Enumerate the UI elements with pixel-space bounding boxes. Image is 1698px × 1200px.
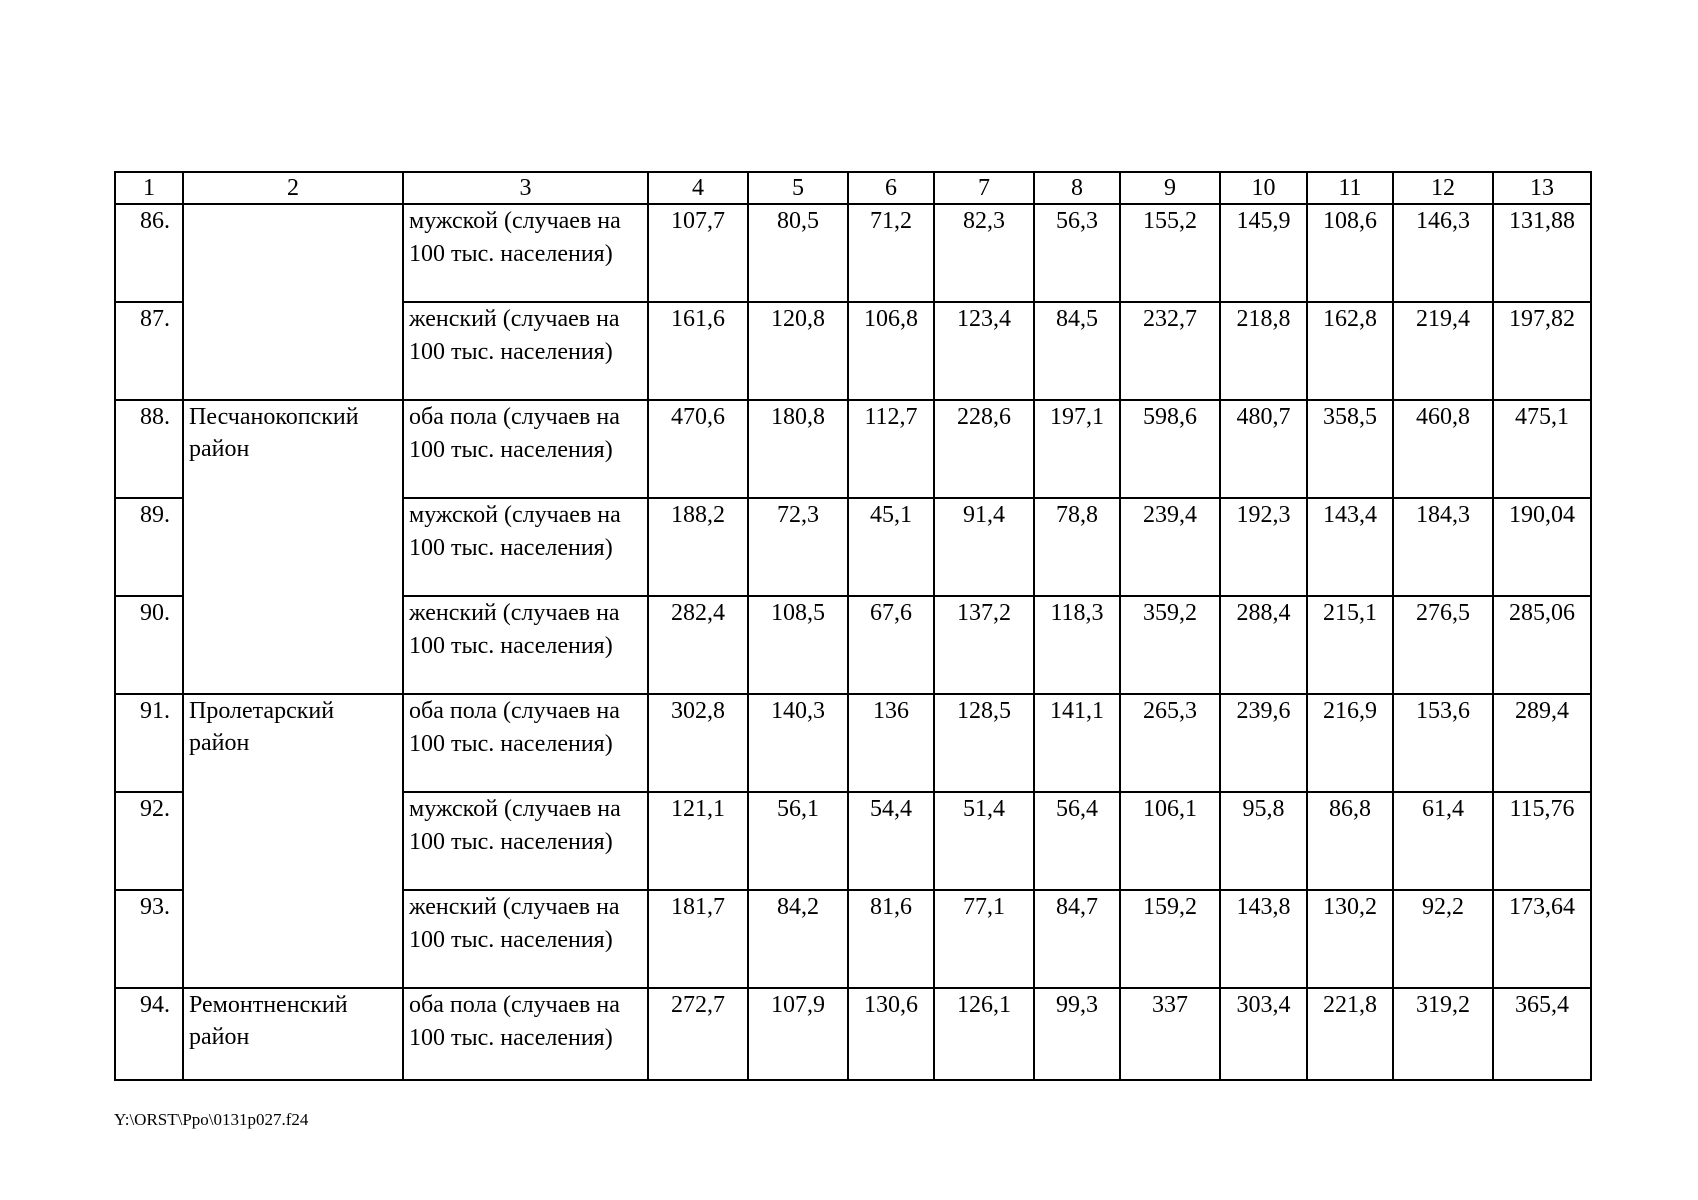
column-header: 4 — [648, 172, 748, 204]
file-path-footer: Y:\ORST\Ppo\0131p027.f24 — [114, 1110, 309, 1129]
table-row — [115, 400, 1591, 498]
value-cell: 460,8 — [1393, 400, 1493, 498]
value-cell: 289,4 — [1493, 694, 1591, 792]
value-cell: 276,5 — [1393, 596, 1493, 694]
column-header: 9 — [1120, 172, 1220, 204]
district-cell: Пролетарский район — [183, 694, 403, 988]
column-header: 7 — [934, 172, 1034, 204]
district-cell: Песчанокопский район — [183, 400, 403, 694]
value-cell: 45,1 — [848, 498, 934, 596]
value-cell: 107,7 — [648, 204, 748, 302]
row-number: 92. — [115, 792, 183, 890]
value-cell: 56,3 — [1034, 204, 1120, 302]
value-cell: 145,9 — [1220, 204, 1307, 302]
value-cell: 112,7 — [848, 400, 934, 498]
table-row — [115, 694, 1591, 792]
value-cell: 319,2 — [1393, 988, 1493, 1080]
value-cell: 239,6 — [1220, 694, 1307, 792]
row-number: 88. — [115, 400, 183, 498]
value-cell: 197,1 — [1034, 400, 1120, 498]
value-cell: 155,2 — [1120, 204, 1220, 302]
indicator-cell: оба пола (случаев на 100 тыс. населения) — [403, 988, 648, 1080]
value-cell: 272,7 — [648, 988, 748, 1080]
value-cell: 128,5 — [934, 694, 1034, 792]
value-cell: 358,5 — [1307, 400, 1393, 498]
value-cell: 130,2 — [1307, 890, 1393, 988]
value-cell: 71,2 — [848, 204, 934, 302]
value-cell: 173,64 — [1493, 890, 1591, 988]
value-cell: 141,1 — [1034, 694, 1120, 792]
value-cell: 84,5 — [1034, 302, 1120, 400]
column-header: 8 — [1034, 172, 1120, 204]
row-number: 90. — [115, 596, 183, 694]
value-cell: 219,4 — [1393, 302, 1493, 400]
value-cell: 91,4 — [934, 498, 1034, 596]
value-cell: 108,6 — [1307, 204, 1393, 302]
value-cell: 365,4 — [1493, 988, 1591, 1080]
indicator-cell: женский (случаев на 100 тыс. населения) — [403, 302, 648, 400]
value-cell: 598,6 — [1120, 400, 1220, 498]
value-cell: 197,82 — [1493, 302, 1591, 400]
column-header: 13 — [1493, 172, 1591, 204]
value-cell: 218,8 — [1220, 302, 1307, 400]
value-cell: 123,4 — [934, 302, 1034, 400]
row-number: 93. — [115, 890, 183, 988]
column-header: 2 — [183, 172, 403, 204]
value-cell: 78,8 — [1034, 498, 1120, 596]
value-cell: 120,8 — [748, 302, 848, 400]
value-cell: 51,4 — [934, 792, 1034, 890]
value-cell: 282,4 — [648, 596, 748, 694]
value-cell: 470,6 — [648, 400, 748, 498]
value-cell: 285,06 — [1493, 596, 1591, 694]
value-cell: 107,9 — [748, 988, 848, 1080]
column-header: 5 — [748, 172, 848, 204]
value-cell: 54,4 — [848, 792, 934, 890]
district-cell: Ремонтненский район — [183, 988, 403, 1080]
value-cell: 86,8 — [1307, 792, 1393, 890]
value-cell: 192,3 — [1220, 498, 1307, 596]
indicator-cell: мужской (случаев на 100 тыс. населения) — [403, 204, 648, 302]
column-header: 6 — [848, 172, 934, 204]
value-cell: 84,2 — [748, 890, 848, 988]
value-cell: 302,8 — [648, 694, 748, 792]
value-cell: 215,1 — [1307, 596, 1393, 694]
value-cell: 288,4 — [1220, 596, 1307, 694]
value-cell: 56,1 — [748, 792, 848, 890]
value-cell: 161,6 — [648, 302, 748, 400]
value-cell: 184,3 — [1393, 498, 1493, 596]
value-cell: 95,8 — [1220, 792, 1307, 890]
value-cell: 106,1 — [1120, 792, 1220, 890]
value-cell: 92,2 — [1393, 890, 1493, 988]
value-cell: 108,5 — [748, 596, 848, 694]
value-cell: 337 — [1120, 988, 1220, 1080]
value-cell: 81,6 — [848, 890, 934, 988]
value-cell: 121,1 — [648, 792, 748, 890]
value-cell: 303,4 — [1220, 988, 1307, 1080]
value-cell: 216,9 — [1307, 694, 1393, 792]
value-cell: 188,2 — [648, 498, 748, 596]
indicator-cell: женский (случаев на 100 тыс. населения) — [403, 596, 648, 694]
value-cell: 181,7 — [648, 890, 748, 988]
value-cell: 239,4 — [1120, 498, 1220, 596]
value-cell: 80,5 — [748, 204, 848, 302]
value-cell: 480,7 — [1220, 400, 1307, 498]
value-cell: 475,1 — [1493, 400, 1591, 498]
value-cell: 146,3 — [1393, 204, 1493, 302]
value-cell: 137,2 — [934, 596, 1034, 694]
row-number: 86. — [115, 204, 183, 302]
indicator-cell: женский (случаев на 100 тыс. населения) — [403, 890, 648, 988]
value-cell: 131,88 — [1493, 204, 1591, 302]
value-cell: 82,3 — [934, 204, 1034, 302]
value-cell: 359,2 — [1120, 596, 1220, 694]
table-row — [115, 988, 1591, 1080]
value-cell: 153,6 — [1393, 694, 1493, 792]
data-table — [114, 171, 1592, 1081]
value-cell: 136 — [848, 694, 934, 792]
value-cell: 118,3 — [1034, 596, 1120, 694]
value-cell: 140,3 — [748, 694, 848, 792]
value-cell: 130,6 — [848, 988, 934, 1080]
indicator-cell: мужской (случаев на 100 тыс. населения) — [403, 792, 648, 890]
value-cell: 228,6 — [934, 400, 1034, 498]
value-cell: 143,8 — [1220, 890, 1307, 988]
indicator-cell: мужской (случаев на 100 тыс. населения) — [403, 498, 648, 596]
table-body — [115, 172, 1591, 1080]
column-header: 10 — [1220, 172, 1307, 204]
table-row — [115, 204, 1591, 302]
column-header: 12 — [1393, 172, 1493, 204]
value-cell: 56,4 — [1034, 792, 1120, 890]
value-cell: 126,1 — [934, 988, 1034, 1080]
district-cell — [183, 204, 403, 400]
value-cell: 190,04 — [1493, 498, 1591, 596]
value-cell: 115,76 — [1493, 792, 1591, 890]
value-cell: 265,3 — [1120, 694, 1220, 792]
value-cell: 84,7 — [1034, 890, 1120, 988]
table-header-row — [115, 172, 1591, 204]
row-number: 87. — [115, 302, 183, 400]
value-cell: 106,8 — [848, 302, 934, 400]
value-cell: 72,3 — [748, 498, 848, 596]
value-cell: 221,8 — [1307, 988, 1393, 1080]
column-header: 1 — [115, 172, 183, 204]
value-cell: 61,4 — [1393, 792, 1493, 890]
row-number: 91. — [115, 694, 183, 792]
value-cell: 162,8 — [1307, 302, 1393, 400]
column-header: 3 — [403, 172, 648, 204]
value-cell: 180,8 — [748, 400, 848, 498]
column-header: 11 — [1307, 172, 1393, 204]
indicator-cell: оба пола (случаев на 100 тыс. населения) — [403, 400, 648, 498]
value-cell: 77,1 — [934, 890, 1034, 988]
row-number: 89. — [115, 498, 183, 596]
value-cell: 143,4 — [1307, 498, 1393, 596]
value-cell: 159,2 — [1120, 890, 1220, 988]
value-cell: 67,6 — [848, 596, 934, 694]
indicator-cell: оба пола (случаев на 100 тыс. населения) — [403, 694, 648, 792]
value-cell: 99,3 — [1034, 988, 1120, 1080]
value-cell: 232,7 — [1120, 302, 1220, 400]
row-number: 94. — [115, 988, 183, 1080]
